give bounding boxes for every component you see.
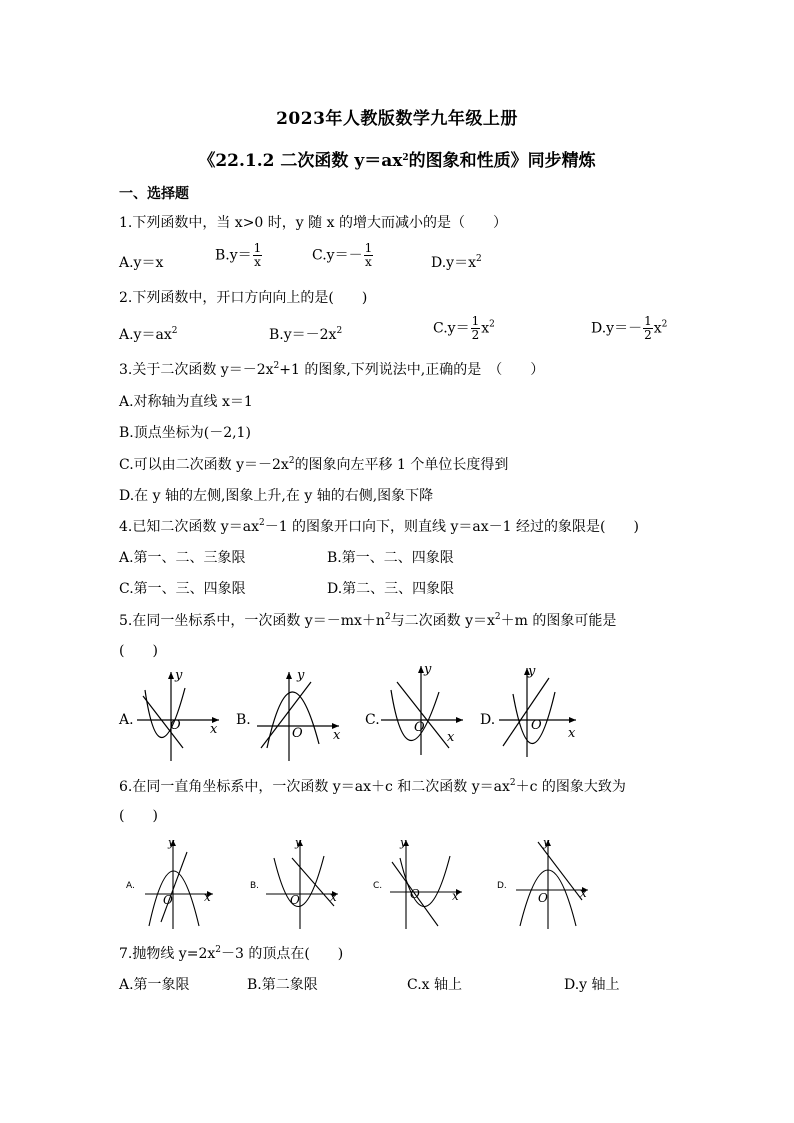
- q3-option-a: A.对称轴为直线 x＝1: [119, 394, 253, 410]
- q6a-origin: O: [163, 893, 173, 907]
- q2-stem: 2.下列函数中，开口方向向上的是( ): [119, 290, 368, 306]
- q6-label-c: C.: [373, 881, 383, 891]
- q5a-y-label: y: [175, 668, 183, 683]
- document-subtitle: 《22.1.2 二次函数 $y=ax^2$的图象和性质》同步精炼: [198, 151, 596, 171]
- q5a-x-label: x: [210, 722, 218, 737]
- q4-option-c: C.第一、三、四象限: [119, 581, 246, 597]
- q5a-origin: O: [170, 718, 181, 733]
- q6d-origin: O: [538, 891, 548, 905]
- q5c-origin: O: [414, 720, 425, 735]
- q1-option-d: $D.y=x^2$: [431, 254, 482, 271]
- q6d-x-label: x: [580, 886, 587, 900]
- q6-graph-b: [262, 836, 342, 931]
- q3-stem: 3.关于二次函数 $y=-2x^2+1$ 的图象,下列说法中,正确的是 （ ）: [119, 361, 545, 378]
- fraction: $\frac{1}{2}$: [471, 314, 480, 342]
- q5-label-b: B.: [236, 712, 251, 728]
- q6-label-a: A.: [126, 881, 135, 891]
- q2-option-d: D.y＝－ $\frac{1}{2}$ $x^2$: [591, 314, 668, 342]
- q2-option-a: $A.y=ax^2$: [119, 326, 178, 343]
- q7-option-a: A.第一象限: [119, 977, 190, 993]
- section-heading: 一、选择题: [119, 186, 189, 202]
- q1-option-b: B.y＝ $\frac{1}{x}$: [215, 241, 262, 269]
- q5c-y-label: y: [424, 662, 432, 677]
- q6b-origin: O: [290, 893, 300, 907]
- q7-option-c: C.x 轴上: [407, 977, 463, 993]
- q6c-origin: O: [410, 887, 420, 901]
- q2-option-b: $B.y=-2x^2$: [269, 326, 343, 343]
- q5-label-d: D.: [480, 712, 496, 728]
- q6d-y-label: y: [543, 836, 550, 849]
- fraction: $\frac{1}{x}$: [253, 241, 262, 269]
- q5-graph-d: [495, 664, 580, 759]
- q6a-y-label: y: [168, 836, 175, 849]
- q6c-y-label: y: [400, 836, 407, 849]
- q6-label-d: D.: [497, 881, 507, 891]
- q3-option-b: B.顶点坐标为(－2,1): [119, 425, 251, 441]
- document-title: 2023年人教版数学九年级上册: [276, 109, 518, 129]
- q1-option-a: A.y＝x: [119, 255, 164, 271]
- q6b-x-label: x: [330, 890, 337, 904]
- fraction: $\frac{1}{2}$: [644, 314, 652, 342]
- q4-option-d: D.第二、三、四象限: [327, 581, 455, 597]
- q1-stem: 1.下列函数中，当 x>0 时，y 随 x 的增大而减小的是（ ）: [119, 215, 507, 231]
- q5b-x-label: x: [333, 728, 341, 743]
- q3-option-c: C.可以由二次函数 $y=-2x^2$的图象向左平移 1 个单位长度得到: [119, 456, 509, 473]
- q6-graph-c: [386, 836, 466, 931]
- q5d-x-label: x: [568, 726, 576, 741]
- fraction: $\frac{1}{x}$: [364, 241, 373, 269]
- q6a-x-label: x: [204, 890, 211, 904]
- q7-option-d: D.y 轴上: [564, 977, 620, 993]
- q5-label-a: A.: [119, 712, 134, 728]
- q4-stem: 4.已知二次函数 $y=ax^2-1$ 的图象开口向下，则直线 y＝ax－1 经过的象限是( ): [119, 518, 639, 535]
- q5d-origin: O: [531, 718, 542, 733]
- q6b-y-label: y: [295, 836, 302, 849]
- q6-graph-a: [141, 836, 216, 931]
- q3-option-d: D.在 y 轴的左侧,图象上升,在 y 轴的右侧,图象下降: [119, 488, 434, 504]
- q2-option-c: C.y＝ $\frac{1}{2}$ $x^2$: [433, 314, 495, 342]
- q6-stem: 6.在同一直角坐标系中，一次函数 y＝ax＋c 和二次函数 $y=ax^2+c$ 的图象大致为: [119, 778, 626, 795]
- q1-option-c: C.y＝－ $\frac{1}{x}$: [312, 241, 373, 269]
- q5c-x-label: x: [447, 730, 455, 745]
- q5-label-c: C.: [365, 712, 380, 728]
- q6-label-b: B.: [250, 881, 260, 891]
- q4-option-b: B.第一、二、四象限: [327, 550, 454, 566]
- q6-graph-d: [512, 836, 592, 931]
- q5b-origin: O: [292, 726, 303, 741]
- q5b-y-label: y: [297, 668, 305, 683]
- q5-answer-paren: ( ): [119, 643, 158, 659]
- q7-stem: 7.抛物线 $y=2x^2-3$ 的顶点在( ): [119, 945, 344, 962]
- q6c-x-label: x: [452, 889, 459, 903]
- q6-answer-paren: ( ): [119, 808, 158, 824]
- q7-option-b: B.第二象限: [247, 977, 318, 993]
- q4-option-a: A.第一、二、三象限: [119, 550, 246, 566]
- q5d-y-label: y: [528, 664, 536, 679]
- q5-stem: 5.在同一坐标系中，一次函数 $y=-mx+n^2$与二次函数 $y=x^2+m$ 的图象可能是: [119, 612, 617, 629]
